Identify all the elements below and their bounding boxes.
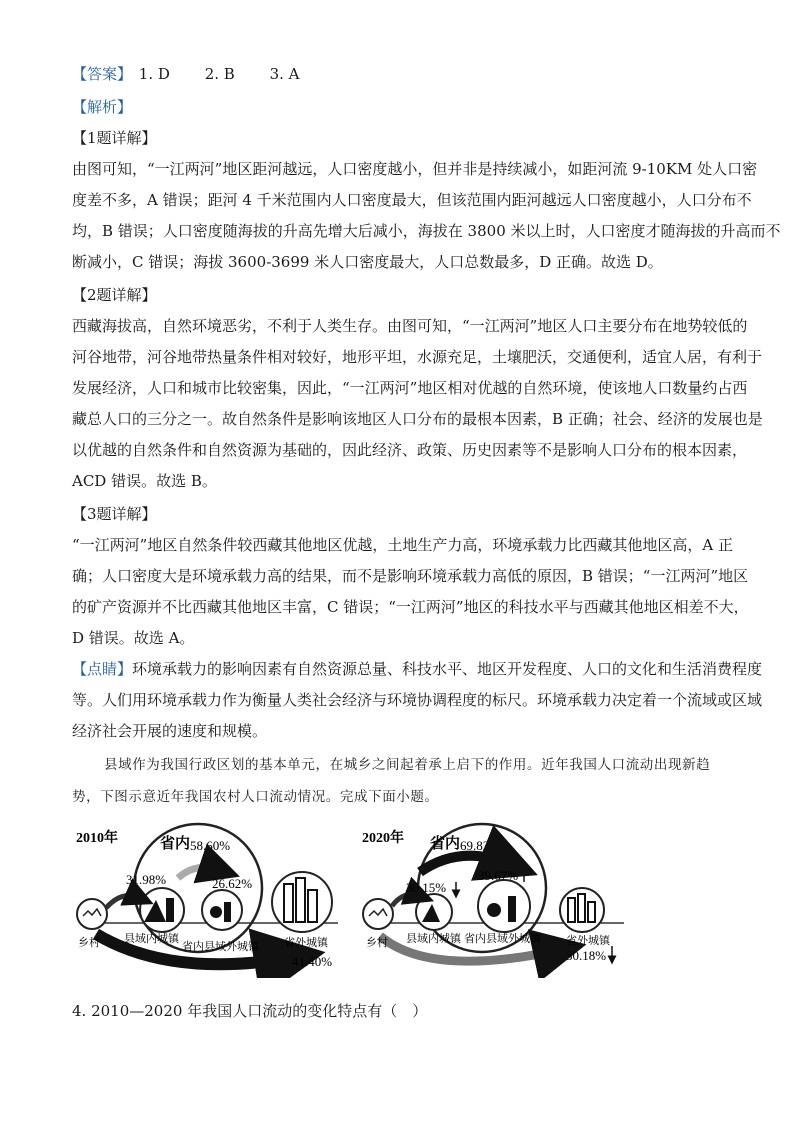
- label-other-2020: 省内县域外城镇: [464, 933, 541, 945]
- q1-line-1: 由图可知，“一江两河”地区距河越远，人口密度越小，但并非是持续减小，如距河流 9-10KM 处人口密: [72, 160, 758, 178]
- other-pct-2020: 39.67%: [478, 868, 519, 883]
- province-label-2010: 省内: [160, 836, 191, 852]
- panel-2020: [362, 824, 624, 963]
- label-outside-2020: 省外城镇: [566, 935, 610, 947]
- tip-line-3: 经济社会开展的速度和规模。: [72, 722, 268, 740]
- tip-line-1: [72, 659, 763, 679]
- q1-line-4: 断减小，C 错误；海拔 3600-3699 米人口密度最大，人口总数最多，D 正确。故选 D。: [72, 253, 663, 271]
- q2-line-3: 发展经济，人口和城市比较密集，因此，“一江两河”地区相对优越的自然环境，使该地人口数量约占西: [72, 379, 748, 397]
- q3-line-4: D 错误。故选 A。: [72, 629, 195, 647]
- q1-line-3: 均，B 错误；人口密度随海拔的升高先增大后减小，海拔在 3800 米以上时，人口密度才随海拔的升高而不: [72, 222, 781, 240]
- tip-text-1: 环境承载力的影响因素有自然资源总量、科技水平、地区开发程度、人口的文化和生活消费程度: [132, 660, 763, 678]
- label-county-2010: 县域内城镇: [124, 933, 179, 945]
- label-village-2010: 乡村: [78, 937, 100, 949]
- q3-heading: 【3题详解】: [72, 505, 157, 523]
- answer-item-3: 3. A: [269, 65, 300, 83]
- label-village-2020: 乡村: [366, 937, 388, 949]
- intro-line-1: 县域作为我国行政区划的基本单元，在城乡之间起着承上启下的作用。近年我国人口流动出现新趋: [104, 757, 711, 773]
- county-pct-2010: 31.98%: [126, 872, 167, 887]
- label-outside-2010: 省外城镇: [284, 937, 328, 949]
- q3-line-3: 的矿产资源并不比西藏其他地区丰富，C 错误；“一江两河”地区的科技水平与西藏其他地区相差不大，: [72, 598, 749, 616]
- question-4: 4. 2010—2020 年我国人口流动的变化特点有（ ）: [72, 1002, 428, 1020]
- q2-heading: 【2题详解】: [72, 286, 157, 304]
- other-town-icon-2010: [202, 890, 242, 930]
- county-town-icon-2010: [140, 888, 184, 932]
- province-label-2020: 省内: [430, 836, 461, 852]
- migration-figure: [70, 818, 670, 978]
- other-pct-2010: 26.62%: [212, 876, 253, 891]
- other-town-icon-2020: [478, 880, 530, 932]
- q2-line-2: 河谷地带，河谷地带热量条件相对较好，地形平坦，水源充足，土壤肥沃，交通便利，适宜人居，有利于: [72, 348, 763, 366]
- q3-line-1: “一江两河”地区自然条件较西藏其他地区优越，土地生产力高，环境承载力比西藏其他地区高，A 正: [72, 536, 733, 554]
- arrow-to-county-2020: [392, 894, 420, 906]
- year-2010: 2010年: [76, 831, 118, 846]
- panel-2010: [76, 824, 338, 969]
- province-pct-2020: 69.82%: [460, 838, 501, 853]
- q2-line-6: ACD 错误。故选 B。: [72, 472, 217, 490]
- q2-line-4: 藏总人口的三分之一。故自然条件是影响该地区人口分布的最根本因素，B 正确；社会、经济的发展也是: [72, 410, 763, 428]
- answer-label: 【答案】: [72, 65, 133, 83]
- outside-pct-2020: 30.18%: [566, 948, 607, 963]
- q3-line-2: 确；人口密度大是环境承载力高的结果，而不是影响环境承载力高低的原因，B 错误；“一江两河”地区: [72, 567, 749, 585]
- answer-line: [72, 64, 722, 84]
- intro-line-2: 势，下图示意近年我国农村人口流动情况。完成下面小题。: [72, 789, 439, 805]
- tip-label: 【点睛】: [72, 660, 133, 678]
- province-pct-2010: 58.60%: [190, 838, 231, 853]
- q2-line-5: 以优越的自然条件和自然资源为基础的，因此经济、政策、历史因素等不是影响人口分布的根本因素，: [72, 441, 748, 459]
- answer-item-1: 1. D: [138, 65, 170, 83]
- county-pct-2020: 30.15%: [406, 880, 447, 895]
- tip-line-2: 等。人们用环境承载力作为衡量人类社会经济与环境协调程度的标尺。环境承载力决定着一个流域或区域: [72, 691, 763, 709]
- q1-heading: 【1题详解】: [72, 129, 157, 147]
- year-2020: 2020年: [362, 831, 404, 846]
- q2-line-1: 西藏海拔高，自然环境恶劣，不利于人类生存。由图可知，“一江两河”地区人口主要分布在地势较低的: [72, 317, 748, 335]
- answer-item-2: 2. B: [204, 65, 235, 83]
- analysis-label: 【解析】: [72, 98, 133, 116]
- outside-pct-2010: 41.40%: [292, 954, 333, 969]
- label-other-2010: 省内县域外城镇: [182, 941, 259, 953]
- label-county-2020: 县域内城镇: [406, 933, 461, 945]
- q1-line-2: 度差不多，A 错误；距河 4 千米范围内人口密度最大，但该范围内距河越远人口密度越小，人口分布不: [72, 191, 752, 209]
